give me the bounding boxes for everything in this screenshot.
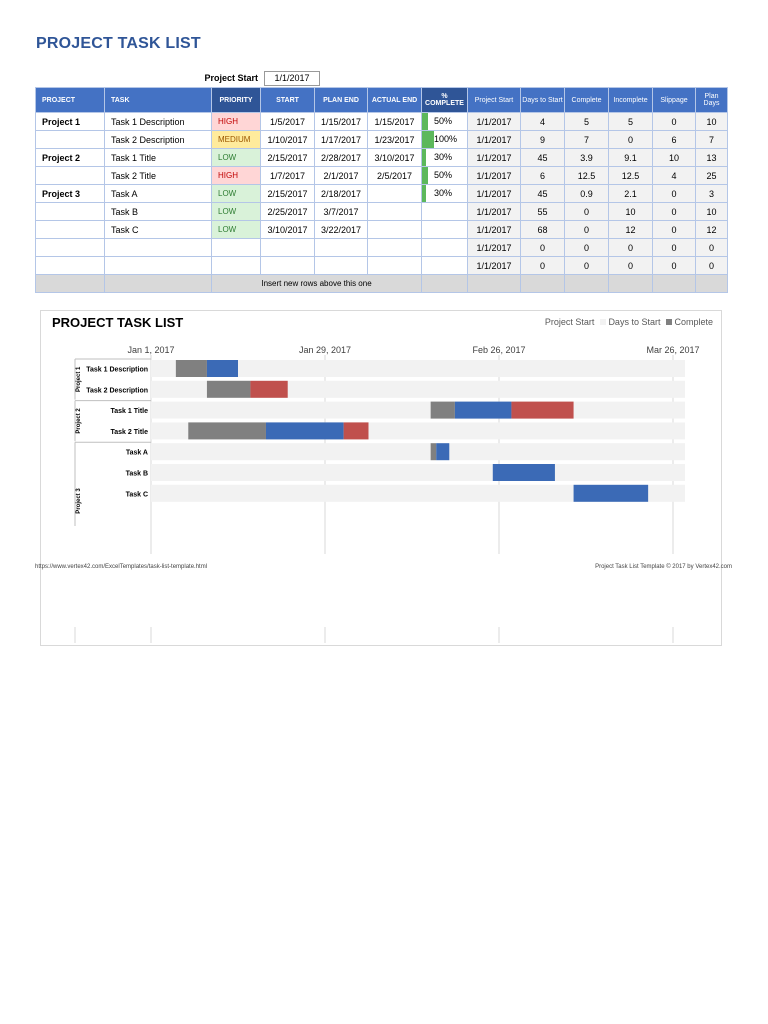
start-cell[interactable]: 3/10/2017 [261, 221, 315, 239]
project-start-cell: 1/1/2017 [468, 113, 521, 131]
priority-badge: LOW [212, 203, 260, 220]
bar-complete [176, 360, 207, 377]
legend-swatch-icon [666, 319, 672, 325]
group-label: Project 3 [76, 488, 82, 514]
pct-complete-cell[interactable] [422, 113, 468, 131]
plan-end-cell[interactable]: 2/28/2017 [315, 149, 368, 167]
legend-days-to-start: Days to Start [600, 317, 660, 327]
pct-text: 50% [434, 116, 453, 126]
legend-swatch-icon [600, 319, 606, 325]
project-start-cell: 1/1/2017 [468, 149, 521, 167]
table-row [36, 239, 728, 257]
priority-cell[interactable] [212, 239, 261, 257]
plan-end-cell[interactable] [315, 239, 368, 257]
days-to-start-cell: 55 [521, 203, 565, 221]
project-cell[interactable]: Project 1 [36, 113, 105, 131]
project-start-cell: 1/1/2017 [468, 221, 521, 239]
project-start-cell: 1/1/2017 [468, 239, 521, 257]
plan-days-cell: 0 [696, 257, 728, 275]
start-cell[interactable]: 1/5/2017 [261, 113, 315, 131]
header-plan-end: PLAN END [315, 88, 368, 113]
actual-end-cell[interactable]: 1/15/2017 [368, 113, 422, 131]
bar-incomplete [574, 485, 649, 502]
priority-cell[interactable] [212, 185, 261, 203]
plan-days-cell: 10 [696, 203, 728, 221]
group-label: Project 2 [76, 408, 82, 434]
slippage-cell: 4 [653, 167, 696, 185]
task-label: Task B [125, 470, 148, 478]
project-start-cell: 1/1/2017 [468, 167, 521, 185]
actual-end-cell[interactable] [368, 185, 422, 203]
bar-incomplete [493, 464, 555, 481]
gantt-svg [41, 311, 721, 645]
incomplete-cell: 5 [609, 113, 653, 131]
header-project-start: Project Start [468, 88, 521, 113]
header-project: PROJECT [36, 88, 105, 113]
priority-badge: LOW [212, 185, 260, 202]
incomplete-cell: 9.1 [609, 149, 653, 167]
incomplete-cell: 10 [609, 203, 653, 221]
header-complete: Complete [565, 88, 609, 113]
pct-text: 30% [434, 152, 453, 162]
days-to-start-cell: 45 [521, 149, 565, 167]
project-start-cell: 1/1/2017 [468, 257, 521, 275]
actual-end-cell[interactable] [368, 221, 422, 239]
plan-days-cell: 10 [696, 113, 728, 131]
task-cell[interactable]: Task C [105, 221, 212, 239]
incomplete-cell: 12 [609, 221, 653, 239]
table-row [36, 203, 728, 221]
start-cell[interactable]: 2/15/2017 [261, 149, 315, 167]
insert-cell [609, 275, 653, 293]
bar-complete [431, 402, 455, 419]
priority-cell[interactable] [212, 113, 261, 131]
priority-badge: HIGH [212, 167, 260, 184]
slippage-cell: 0 [653, 257, 696, 275]
header-actual-end: ACTUAL END [368, 88, 422, 113]
actual-end-cell[interactable] [368, 239, 422, 257]
project-cell[interactable]: Project 2 [36, 149, 105, 167]
bar-complete [207, 381, 251, 398]
bar-project-start [151, 443, 685, 460]
table-header-row [36, 88, 728, 113]
plan-end-cell[interactable]: 2/18/2017 [315, 185, 368, 203]
footer-url[interactable]: https://www.vertex42.com/ExcelTemplates/task-list-template.html [35, 564, 208, 570]
start-cell[interactable] [261, 239, 315, 257]
plan-days-cell: 7 [696, 131, 728, 149]
bar-incomplete [436, 443, 449, 460]
bar-incomplete [455, 402, 512, 419]
insert-cell [521, 275, 565, 293]
plan-end-cell[interactable]: 1/15/2017 [315, 113, 368, 131]
header-task: TASK [105, 88, 212, 113]
pct-complete-cell[interactable] [422, 239, 468, 257]
incomplete-cell: 2.1 [609, 185, 653, 203]
task-cell[interactable]: Task 1 Description [105, 113, 212, 131]
table-row [36, 257, 728, 275]
bar-slippage [250, 381, 287, 398]
project-start-cell: 1/1/2017 [468, 203, 521, 221]
project-cell[interactable] [36, 239, 105, 257]
complete-cell: 0 [565, 221, 609, 239]
days-to-start-cell: 6 [521, 167, 565, 185]
plan-end-cell[interactable]: 3/7/2017 [315, 203, 368, 221]
days-to-start-cell: 9 [521, 131, 565, 149]
pct-text: 50% [434, 170, 453, 180]
start-cell[interactable]: 2/25/2017 [261, 203, 315, 221]
complete-cell: 7 [565, 131, 609, 149]
priority-badge: LOW [212, 221, 260, 238]
slippage-cell: 6 [653, 131, 696, 149]
pct-complete-cell[interactable] [422, 149, 468, 167]
start-cell[interactable] [261, 257, 315, 275]
header-slippage: Slippage [653, 88, 696, 113]
bar-complete [188, 422, 266, 439]
insert-cell [422, 275, 468, 293]
actual-end-cell[interactable]: 2/5/2017 [368, 167, 422, 185]
chart-title: PROJECT TASK LIST [52, 315, 184, 330]
priority-cell[interactable] [212, 221, 261, 239]
bar-incomplete [207, 360, 238, 377]
legend-complete: Complete [666, 317, 713, 327]
start-cell[interactable]: 1/7/2017 [261, 167, 315, 185]
header-days-to-start: Days to Start [521, 88, 565, 113]
task-cell[interactable]: Task B [105, 203, 212, 221]
pct-complete-cell[interactable] [422, 167, 468, 185]
insert-cell [696, 275, 728, 293]
header-pct-complete: % COMPLETE [422, 88, 468, 113]
project-cell[interactable]: Project 3 [36, 185, 105, 203]
pct-complete-cell[interactable] [422, 221, 468, 239]
bar-project-start [151, 402, 685, 419]
actual-end-cell[interactable]: 3/10/2017 [368, 149, 422, 167]
priority-badge: MEDIUM [212, 131, 260, 148]
plan-end-cell[interactable]: 3/22/2017 [315, 221, 368, 239]
start-cell[interactable]: 2/15/2017 [261, 185, 315, 203]
project-start-cell: 1/1/2017 [468, 185, 521, 203]
project-start-label: Project Start [204, 73, 258, 83]
group-label: Project 1 [76, 366, 82, 392]
plan-days-cell: 3 [696, 185, 728, 203]
task-cell[interactable] [105, 257, 212, 275]
header-plan-days: Plan Days [696, 88, 728, 113]
task-label: Task C [125, 491, 148, 499]
task-label: Task 1 Description [86, 366, 148, 374]
gantt-chart [40, 310, 722, 646]
pct-complete-cell[interactable] [422, 257, 468, 275]
header-incomplete: Incomplete [609, 88, 653, 113]
bar-slippage [511, 402, 573, 419]
plan-days-cell: 13 [696, 149, 728, 167]
incomplete-cell: 0 [609, 257, 653, 275]
priority-cell[interactable] [212, 257, 261, 275]
plan-days-cell: 25 [696, 167, 728, 185]
pct-text: 100% [434, 134, 458, 144]
page-title: PROJECT TASK LIST [36, 35, 201, 52]
insert-row [36, 275, 728, 293]
plan-end-cell[interactable]: 2/1/2017 [315, 167, 368, 185]
legend-project-start: Project Start [544, 317, 595, 327]
incomplete-cell: 0 [609, 131, 653, 149]
days-to-start-cell: 0 [521, 257, 565, 275]
table-row [36, 113, 728, 131]
table-row [36, 221, 728, 239]
project-start-row [190, 71, 320, 86]
complete-cell: 5 [565, 113, 609, 131]
project-start-input[interactable]: 1/1/2017 [264, 71, 320, 86]
header-priority: PRIORITY [212, 88, 261, 113]
x-tick-label: Mar 26, 2017 [646, 345, 700, 355]
project-start-cell: 1/1/2017 [468, 131, 521, 149]
x-tick-label: Jan 29, 2017 [298, 345, 352, 355]
slippage-cell: 10 [653, 149, 696, 167]
task-table [35, 87, 728, 293]
plan-days-cell: 12 [696, 221, 728, 239]
bar-project-start [151, 464, 685, 481]
task-cell[interactable]: Task 1 Title [105, 149, 212, 167]
priority-cell[interactable] [212, 203, 261, 221]
plan-end-cell[interactable]: 1/17/2017 [315, 131, 368, 149]
task-cell[interactable]: Task 2 Description [105, 131, 212, 149]
table-row [36, 149, 728, 167]
project-cell[interactable] [36, 167, 105, 185]
plan-end-cell[interactable] [315, 257, 368, 275]
table-row [36, 131, 728, 149]
task-label: Task 1 Title [110, 408, 148, 416]
bar-incomplete [266, 422, 344, 439]
complete-cell: 12.5 [565, 167, 609, 185]
slippage-cell: 0 [653, 221, 696, 239]
task-label: Task A [125, 449, 148, 457]
plan-days-cell: 0 [696, 239, 728, 257]
complete-cell: 0.9 [565, 185, 609, 203]
insert-note: Insert new rows above this one [212, 275, 422, 293]
task-cell[interactable] [105, 239, 212, 257]
complete-cell: 0 [565, 239, 609, 257]
project-cell[interactable] [36, 131, 105, 149]
priority-cell[interactable] [212, 149, 261, 167]
incomplete-cell: 0 [609, 239, 653, 257]
insert-cell [105, 275, 212, 293]
task-cell[interactable]: Task 2 Title [105, 167, 212, 185]
slippage-cell: 0 [653, 185, 696, 203]
footer-copyright: Project Task List Template © 2017 by Vertex42.com [595, 564, 732, 570]
slippage-cell: 0 [653, 113, 696, 131]
days-to-start-cell: 0 [521, 239, 565, 257]
start-cell[interactable]: 1/10/2017 [261, 131, 315, 149]
incomplete-cell: 12.5 [609, 167, 653, 185]
pct-text: 30% [434, 188, 453, 198]
actual-end-cell[interactable] [368, 203, 422, 221]
project-cell[interactable] [36, 221, 105, 239]
insert-cell [468, 275, 521, 293]
complete-cell: 0 [565, 203, 609, 221]
complete-cell: 3.9 [565, 149, 609, 167]
actual-end-cell[interactable]: 1/23/2017 [368, 131, 422, 149]
header-start: START [261, 88, 315, 113]
priority-badge: LOW [212, 149, 260, 166]
chart-legend [545, 317, 713, 327]
x-tick-label: Jan 1, 2017 [127, 345, 175, 355]
task-label: Task 2 Title [110, 428, 148, 436]
days-to-start-cell: 4 [521, 113, 565, 131]
complete-cell: 0 [565, 257, 609, 275]
project-cell[interactable] [36, 203, 105, 221]
insert-cell [36, 275, 105, 293]
priority-badge: HIGH [212, 113, 260, 130]
slippage-cell: 0 [653, 239, 696, 257]
task-label: Task 2 Description [86, 387, 148, 395]
x-tick-label: Feb 26, 2017 [472, 345, 526, 355]
bar-complete [431, 443, 437, 460]
pct-complete-cell[interactable] [422, 203, 468, 221]
pct-complete-cell[interactable] [422, 131, 468, 149]
task-cell[interactable]: Task A [105, 185, 212, 203]
pct-complete-cell[interactable] [422, 185, 468, 203]
table-row [36, 167, 728, 185]
actual-end-cell[interactable] [368, 257, 422, 275]
insert-cell [653, 275, 696, 293]
days-to-start-cell: 68 [521, 221, 565, 239]
days-to-start-cell: 45 [521, 185, 565, 203]
project-cell[interactable] [36, 257, 105, 275]
table-row [36, 185, 728, 203]
priority-cell[interactable] [212, 131, 261, 149]
slippage-cell: 0 [653, 203, 696, 221]
bar-slippage [344, 422, 369, 439]
insert-cell [565, 275, 609, 293]
priority-cell[interactable] [212, 167, 261, 185]
